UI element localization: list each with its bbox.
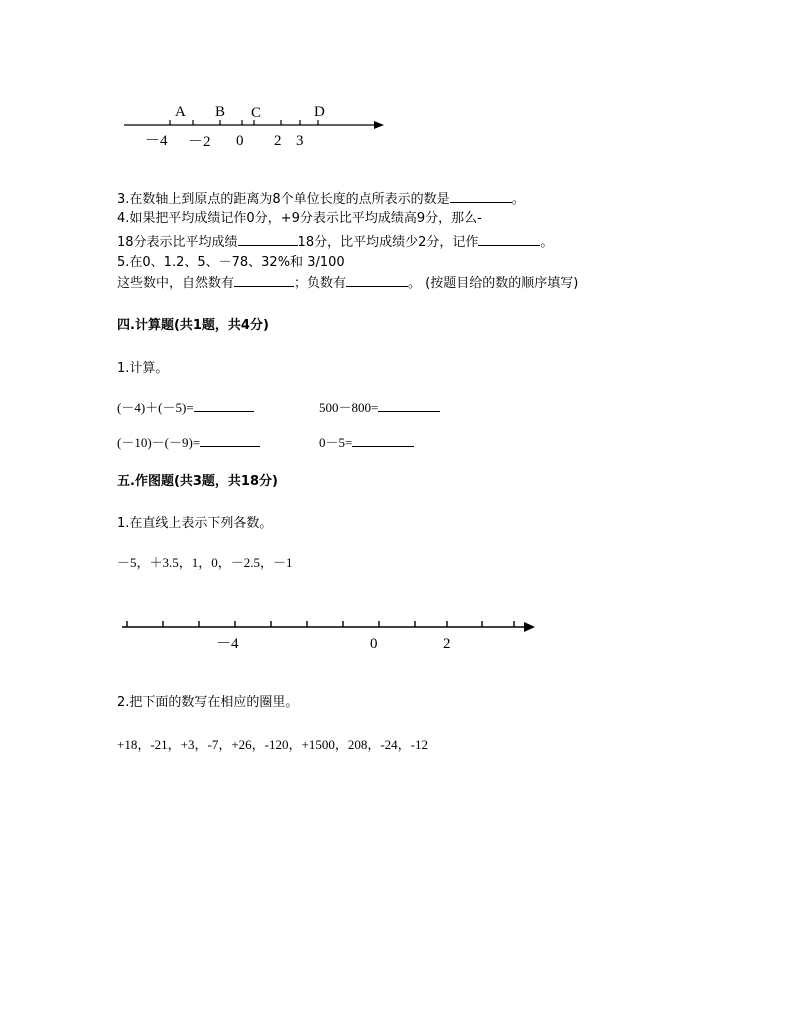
calc-expression-2-text: 500－800= (319, 400, 379, 415)
tick-label-3: 3 (296, 133, 304, 149)
question-4-line-1: 4.如果把平均成绩记作0分，+9分表示比平均成绩高9分，那么- (117, 211, 482, 226)
point-label-b: B (215, 104, 226, 120)
calc-expression-3-text: (－10)－(－9)= (117, 435, 201, 450)
section-4-question-1: 1.计算。 (117, 361, 169, 376)
section-5-question-2-numbers: +18，-21，+3，-7，+26，-120，+1500，208，-24，-12 (117, 737, 428, 752)
tick-label-0: 0 (236, 133, 244, 149)
line2-label-0: 0 (370, 636, 378, 652)
question-3-end: 。 (511, 192, 525, 207)
tick-label-2: 2 (274, 133, 282, 149)
question-4-text-a: 18分表示比平均成绩 (117, 235, 238, 250)
question-5-text-a: 这些数中，自然数有 (117, 276, 235, 291)
section-5-question-2: 2.把下面的数写在相应的圈里。 (117, 695, 299, 710)
line2-label-neg4: －4 (216, 636, 239, 652)
point-label-d: D (314, 104, 325, 120)
calc-expression-4-text: 0－5= (319, 435, 353, 450)
section-4-title: 四.计算题(共1题，共4分) (117, 318, 269, 333)
section-5-question-1: 1.在直线上表示下列各数。 (117, 516, 273, 531)
question-5-text-b: ；负数有 (294, 276, 347, 291)
section-5-title: 五.作图题(共3题，共18分) (117, 474, 278, 489)
question-5-line-1: 5.在0、1.2、5、－78、32%和 3/100 (117, 255, 345, 270)
question-3-text: 3.在数轴上到原点的距离为8个单位长度的点所表示的数是 (117, 192, 450, 207)
section-5-numbers: －5，＋3.5，1，0，－2.5，－1 (117, 555, 293, 570)
point-label-a: A (175, 104, 186, 120)
question-5-text-c: 。 (按题目给的数的顺序填写) (408, 276, 579, 291)
tick-label-neg2: －2 (188, 134, 211, 150)
question-4-end: 。 (540, 235, 554, 250)
calc-expression-1-text: (－4)＋(－5)= (117, 400, 194, 415)
point-label-c: C (251, 105, 262, 121)
question-4-text-b: 18分，比平均成绩少2分，记作 (297, 235, 479, 250)
line2-label-2: 2 (443, 636, 451, 652)
tick-label-neg4: －4 (145, 133, 168, 149)
